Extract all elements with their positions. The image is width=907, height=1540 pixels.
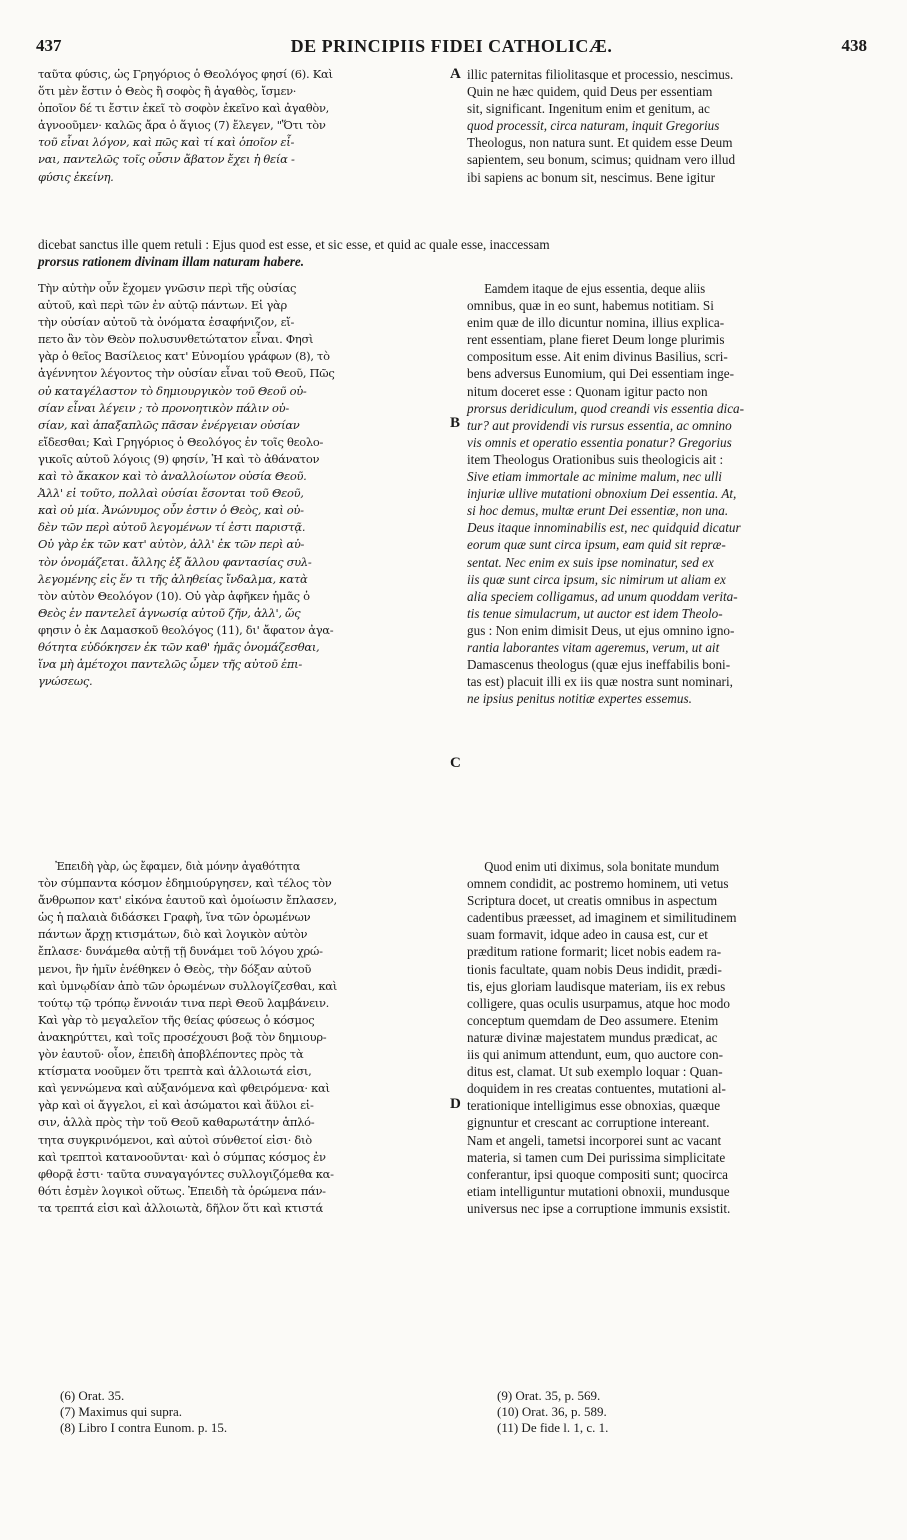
latin-text-block-2: Eamdem itaque de ejus essentia, deque aliis omnibus, quæ in eo sunt, habemus notitiam. Si enim quæ de illo dicuntur nomina, illius explica- rent essentiam, plane fieret Deum longe plurimis compositum esse. Ait enim divinus Basilius, scri- bens adversus Eunomium, qui Dei essentiam inge- nitum doceret esse : Quonam igitur pacto non prorsus deridiculum, quod creandi vis essentia dica- tur? aut providendi vis rursus essentia, ac omnino vis omnis et operatio essentia ponatur? Gregorius item Theologus Orationibus suis theologicis ait : Sive etiam immortale ac minime malum, nec ulli injuriæ ullive mutationi obnoxium Dei essentia. At, si hoc demus, multæ erunt Dei essentiæ, non una. Deus itaque innominabilis est, nec quidquid dicatur eorum quæ sunt circa ipsum, eam quid sit repræ- sentat. Nec enim ex suis ipse nominatur, sed ex iis quæ sunt circa ipsum, sic nimirum ut aliam ex alia speciem colligamus, ad unum quoddam verita- tis tenue simulacrum, ut auctor est idem Theolo- gus : Non enim dimisit Deus, ut ejus omnino igno- rantia laborantes vitam ageremus, verum, ut ait Damascenus theologus (quæ ejus ineffabilis boni- tas est) placuit illi ex iis quæ nostra sunt nominari, ne ipsius penitus notitiæ expertes essemus. (467, 281, 745, 707)
footnote: (9) Orat. 35, p. 569. (497, 1388, 601, 1403)
page-number-left: 437 (36, 36, 62, 55)
footnote: (6) Orat. 35. (60, 1388, 125, 1403)
greek-text-block-2: Τὴν αὐτὴν οὖν ἔχομεν γνῶσιν περὶ τῆς οὐσίας αὐτοῦ, καὶ περὶ τῶν ἐν αὐτῷ πάντων. Εἰ γὰρ τὴν οὐσίαν αὐτοῦ τὰ ὀνόματα ἐσαφήνιζον, εἴ- πετο ἂν τὸν Θεὸν πολυσυνθετώτατον εἶναι. Φησὶ γὰρ ὁ θεῖος Βασίλειος κατ' Εὐνομίου γράφων (8), τὸ ἀγέννητον λέγοντος τὴν οὐσίαν εἶναι τοῦ Θεοῦ, Πῶς οὐ καταγέλαστον τὸ δημιουργικὸν τοῦ Θεοῦ οὐ- σίαν εἶναι λέγειν ; τὸ προνοητικὸν πάλιν οὐ- σίαν, καὶ ἁπαξαπλῶς πᾶσαν ἐνέργειαν οὐσίαν εἴδεσθαι; Καὶ Γρηγόριος ὁ Θεολόγος ἐν τοῖς θεολο- γικοῖς αὐτοῦ λόγοις (9) φησίν, Ἡ καὶ τὸ ἀθάνατον καὶ τὸ ἄκακον καὶ τὸ ἀναλλοίωτον οὐσία Θεοῦ. Ἀλλ' εἰ τοῦτο, πολλαὶ οὐσίαι ἔσονται τοῦ Θεοῦ, καὶ οὐ μία. Ἀνώνυμος οὖν ἐστιν ὁ Θεὸς, καὶ οὐ- δὲν τῶν περὶ αὐτοῦ λεγομένων τί ἐστι παριστᾷ. Οὐ γὰρ ἐκ τῶν κατ' αὐτὸν, ἀλλ' ἐκ τῶν περὶ αὐ- τὸν ὀνομάζεται. ἄλλης ἐξ ἄλλου φαντασίας συλ- λεγομένης εἰς ἕν τι τῆς ἀληθείας ἴνδαλμα, κατὰ τὸν αὐτὸν Θεολόγον (10). Οὐ γὰρ ἀφῆκεν ἡμᾶς ὁ Θεὸς ἐν παντελεῖ ἀγνωσίᾳ αὐτοῦ ζῆν, ἀλλ', ὥς φησιν ὁ ἐκ Δαμασκοῦ θεολόγος (11), δι' ἄφατον ἀγα- θότητα εὐδόκησεν ἐκ τῶν καθ' ἡμᾶς ὀνομάζεσθαι, ἵνα μὴ ἀμέτοχοι παντελῶς ὦμεν τῆς αὐτοῦ ἐπι- γνώσεως. (38, 281, 335, 689)
latin-text-block-3: Quod enim uti diximus, sola bonitate mundum omnem condidit, ac postremo hominem, uti vetus Scriptura docet, ut creatis omnibus in aspectum cadentibus præesset, ad imaginem et similitudinem suam formavit, idque adeo in causa est, cur et præditum ratione formarit; licet nobis eadem ra- tionis facultate, quam nobis Deus indidit, prædi- tis, ejus gloriam laudisque materiam, iis ex rebus colligere, quas oculis usurpamus, atque hoc modo conceptum quemdam de Deo assumere. Etenim naturæ divinæ majestatem mundus prædicat, ac iis qui animum attendunt, eum, quo auctore con- ditus est, clamat. Ut sub exemplo loquar : Quan- doquidem in res creatas contuentes, mutationi al- terationique intelligimus esse obnoxias, quæque gignuntur et crescant ac corruptione intereant. Nam et angeli, tametsi incorporei sunt ac vacant materia, si tamen cum Dei purissima simplicitate conferantur, ipsi quoque compositi sunt; quocirca etiam intelliguntur mutationi obnoxii, mundusque universus nec ipse a corruptione immunis exsistit. (467, 859, 737, 1216)
greek-text-block-3: Ἐπειδὴ γὰρ, ὡς ἔφαμεν, διὰ μόνην ἀγαθότητα τὸν σύμπαντα κόσμον ἐδημιούργησεν, καὶ τέλος τὸν ἄνθρωπον κατ' εἰκόνα ἑαυτοῦ καὶ ὁμοίωσιν ἔπλασεν, ὡς ἡ παλαιὰ διδάσκει Γραφὴ, ἵνα τῶν ὁρωμένων πάντων ἄρχῃ κτισμάτων, διὸ καὶ λογικὸν αὐτὸν ἔπλασε· δυνάμεθα αὐτῇ τῇ δυνάμει τοῦ λόγου χρώ- μενοι, ἣν ἡμῖν ἐνέθηκεν ὁ Θεὸς, τὴν δόξαν αὐτοῦ καὶ ὑμνῳδίαν ἀπὸ τῶν ὁρωμένων συλλογίζεσθαι, καὶ τούτῳ τῷ τρόπῳ ἔννοιάν τινα περὶ Θεοῦ λαμβάνειν. Καὶ γὰρ τὸ μεγαλεῖον τῆς θείας φύσεως ὁ κόσμος ἀνακηρύττει, καὶ τοῖς προσέχουσι βοᾷ τὸν δημιουρ- γὸν ἑαυτοῦ· οἷον, ἐπειδὴ ἀποβλέποντες πρὸς τὰ κτίσματα νοοῦμεν ὅτι τρεπτὰ καὶ ἀλλοιωτά εἰσι, καὶ γεννώμενα καὶ αὐξανόμενα καὶ φθειρόμενα· καὶ γὰρ καὶ οἱ ἄγγελοι, εἰ καὶ ἀσώματοι καὶ ἄϋλοι εἰ- σιν, ἀλλὰ πρὸς τὴν τοῦ Θεοῦ καθαρωτάτην ἁπλό- τητα συγκρινόμενοι, καὶ αὐτοὶ σύνθετοί εἰσι· διὸ καὶ τρεπτοὶ κατανοοῦνται· καὶ ὁ σύμπας κόσμος ἐν φθορᾷ ἐστι· ταῦτα συναγαγόντες συλλογιζόμεθα κα- θότι ἐσμὲν λογικοὶ οὕτως. Ἐπειδὴ τὰ ὁρώμενα πάν- τα τρεπτά εἰσι καὶ ἀλλοιωτὰ, δῆλον ὅτι καὶ κτιστά (38, 859, 337, 1215)
footnote: (8) Libro I contra Eunom. p. 15. (60, 1420, 228, 1435)
latin-text-block-1: illic paternitas filiolitasque et processio, nescimus. Quin ne hæc quidem, quid Deus per essentiam sit, significant. Ingenitum enim et genitum, ac quod processit, circa naturam, inquit Gregorius Theologus, non natura sunt. Et quidem esse Deum sapientem, seu bonum, scimus; quidnam vero illud ibi sapiens ac bonum sit, nescimus. Bene igitur (467, 67, 736, 185)
margin-marker-b: B (450, 415, 461, 431)
greek-text-block-1: ταῦτα φύσις, ὡς Γρηγόριος ὁ Θεολόγος φησί (6). Καὶ ὅτι μὲν ἔστιν ὁ Θεὸς ἢ σοφὸς ἢ ἀγαθὸς, ἴσμεν· ὁποῖον δέ τι ἔστιν ἐκεῖ τὸ σοφὸν ἐκεῖνο καὶ ἀγαθὸν, ἀγνοοῦμεν· καλῶς ἄρα ὁ ἅγιος (7) ἔλεγεν, "Ὅτι τὸν τοῦ εἶναι λόγον, καὶ πῶς καὶ τί καὶ ὁποῖον εἶ- ναι, παντελῶς τοῖς οὖσιν ἄβατον ἔχει ἡ θεία - φύσις ἐκείνη. (38, 67, 333, 184)
full-width-continuation: dicebat sanctus ille quem retuli : Ejus quod est esse, et sic esse, et quid ac quale esse, inaccessam prorsus rationem divinam illam naturam habere. (38, 237, 550, 270)
footnote: (11) De fide l. 1, c. 1. (497, 1420, 609, 1435)
footnote: (7) Maximus qui supra. (60, 1404, 183, 1419)
footnotes-right (497, 1388, 857, 1436)
footnotes-left (60, 1388, 420, 1436)
page-number-right: 438 (841, 36, 867, 55)
margin-marker-d: D (450, 1096, 461, 1112)
footnote: (10) Orat. 36, p. 589. (497, 1404, 607, 1419)
margin-marker-c: C (450, 755, 461, 771)
page-title: DE PRINCIPIIS FIDEI CATHOLICÆ. (290, 36, 613, 56)
running-header (36, 36, 867, 58)
margin-marker-a: A (450, 66, 461, 82)
